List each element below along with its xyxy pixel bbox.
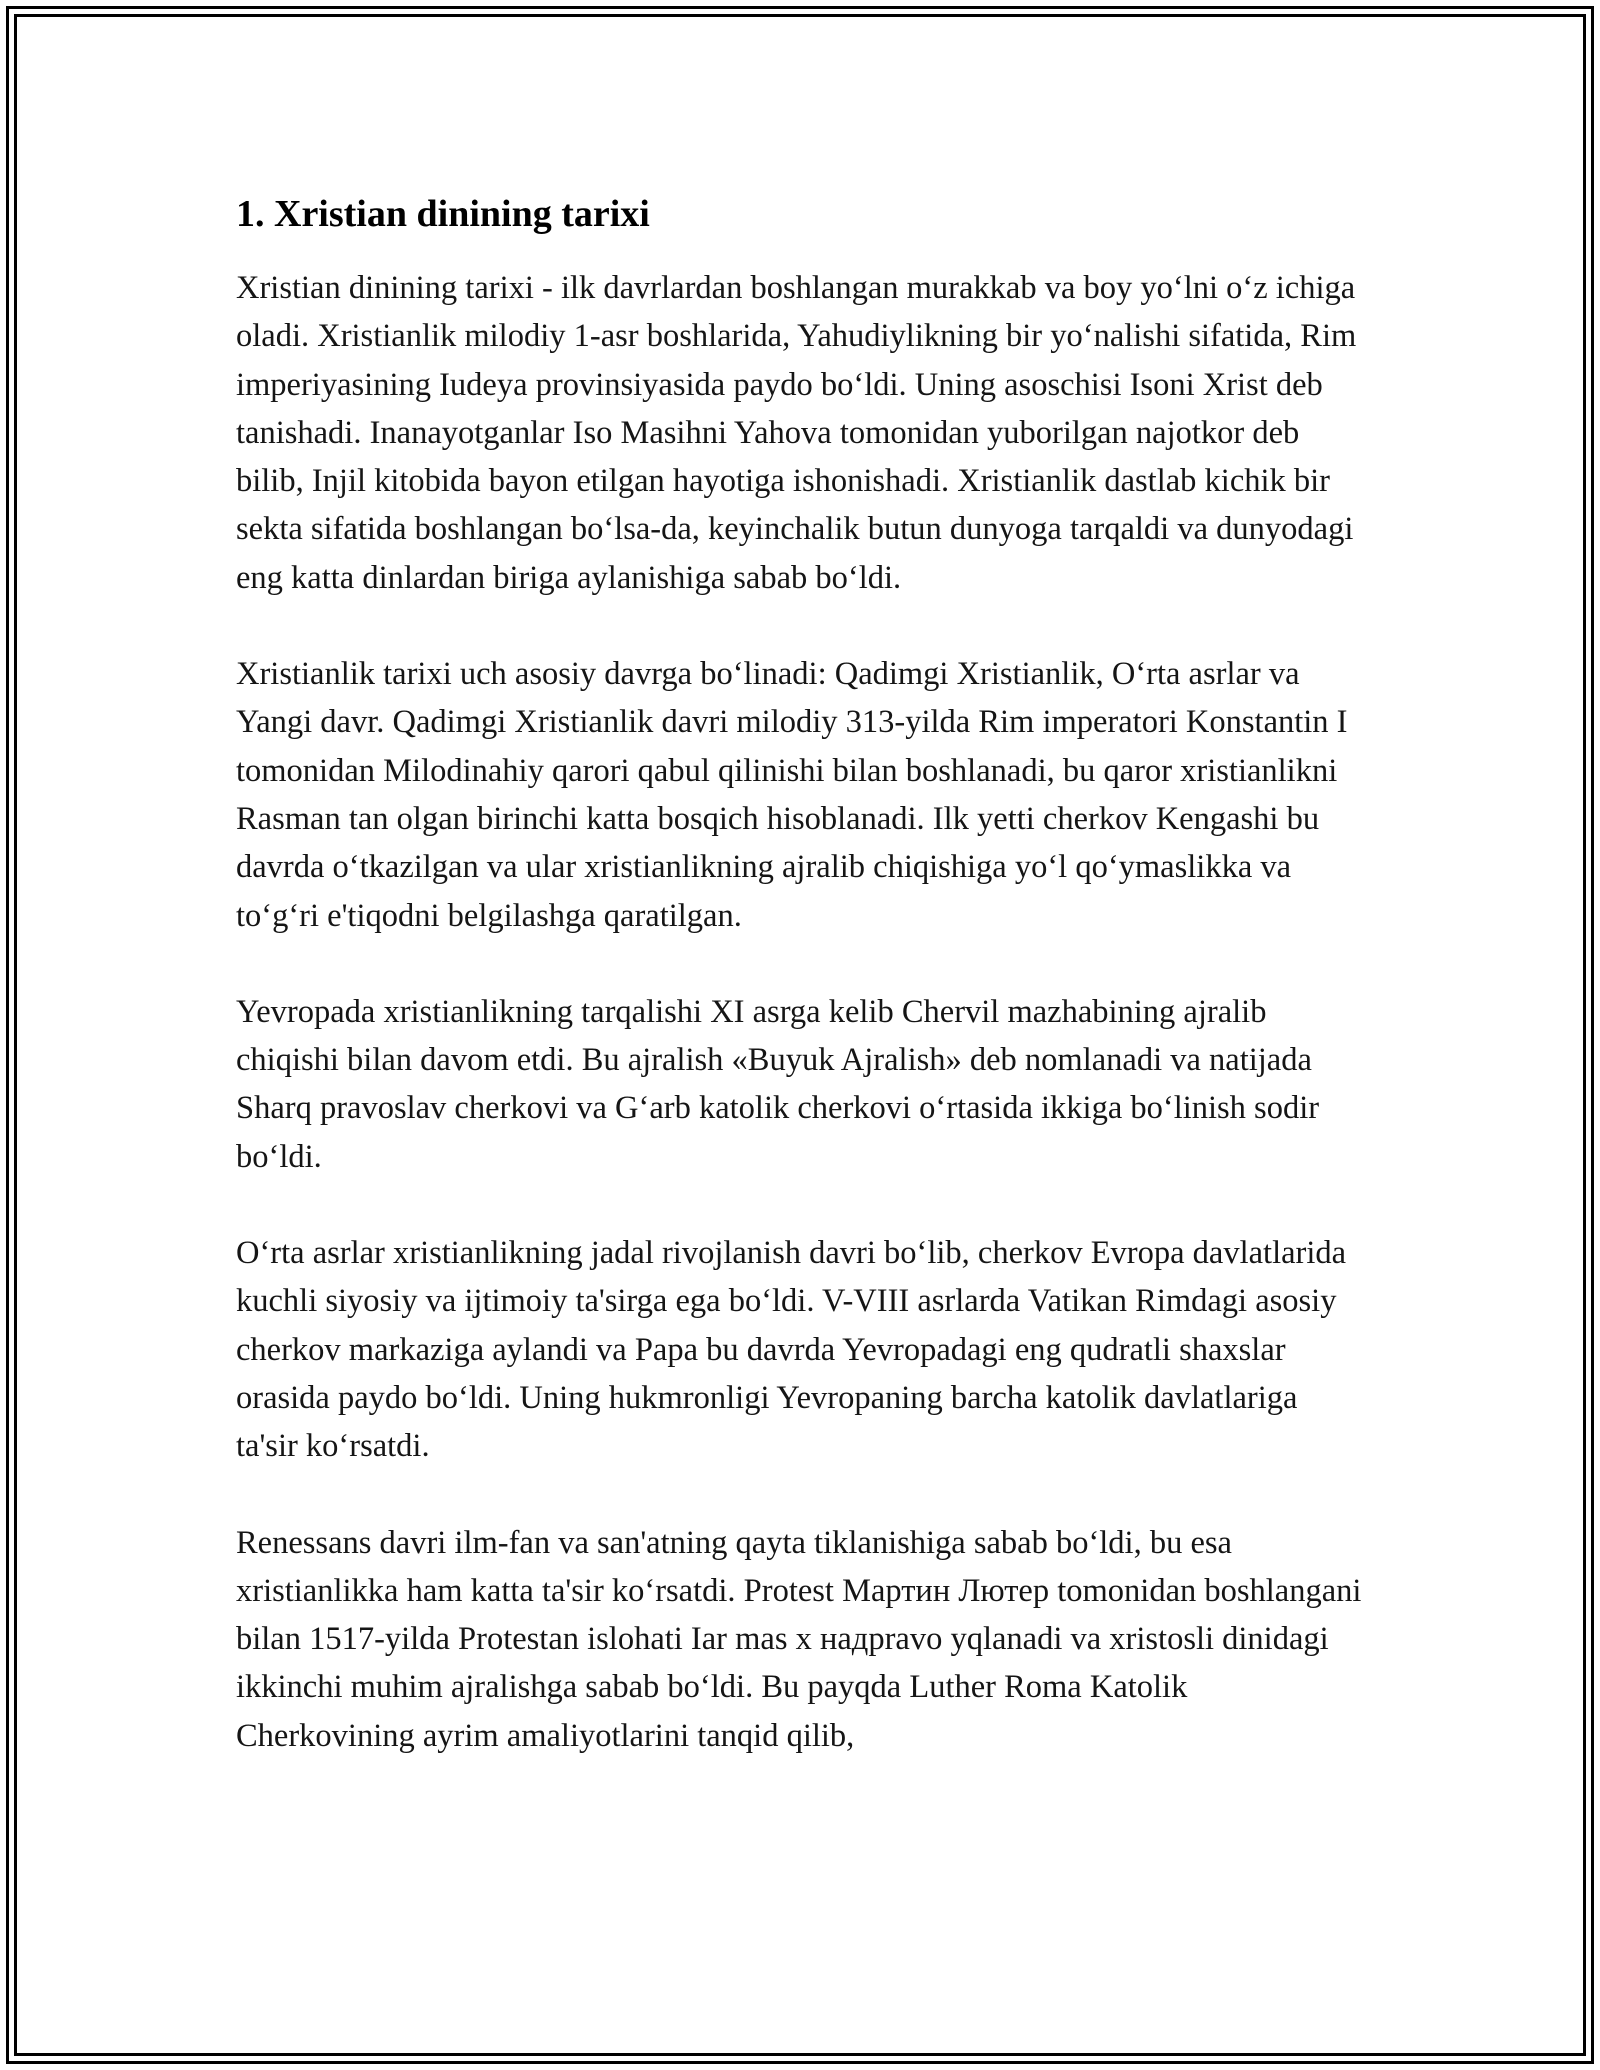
section-heading: 1. Xristian dinining tarixi <box>236 193 650 235</box>
document-body <box>236 186 1366 1808</box>
paragraph-renaissance: Renessans davri ilm-fan va san'atning qayta tiklanishiga sabab bo‘ldi, bu esa xristianlikka ham katta ta'sir ko‘rsatdi. Protest Мартин Лютер tomonidan boshlangani bilan 1517-yilda Protestan islohati Iar mas x надpravo yqlanadi va xristosli dinidagi ikkinchi muhim ajralishga sabab bo‘ldi. Bu payqda Luther Roma Katolik Cherkovining ayrim amaliyotlarini tanqid qilib, <box>236 1524 1362 1754</box>
paragraph-great-schism: Yevropada xristianlikning tarqalishi XI asrga kelib Chervil mazhabining ajralib chiqishi bilan davom etdi. Bu ajralish «Buyuk Ajralish» deb nomlanadi va natijada Sharq pravoslav cherkovi va G‘arb katolik cherkovi o‘rtasida ikkiga bo‘linish sodir bo‘ldi. <box>236 993 1320 1175</box>
paragraph-origins: Xristian dinining tarixi - ilk davrlardan boshlangan murakkab va boy yo‘lni o‘z ichiga oladi. Xristianlik milodiy 1-asr boshlarida, Yahudiylikning bir yo‘nalishi sifatida, Rim imperiyasining Iudeya provinsiyasida paydo bo‘ldi. Uning asoschisi Isoni Xrist deb tanishadi. Inanayotganlar Iso Masihni Yahova tomonidan yuborilgan najotkor deb bilib, Injil kitobida bayon etilgan hayotiga ishonishadi. Xristianlik dastlab kichik bir sekta sifatida boshlangan bo‘lsa-da, keyinchalik butun dunyoga tarqaldi va dunyodagi eng katta dinlardan biriga aylanishiga sabab bo‘ldi. <box>236 270 1357 596</box>
paragraph-middle-ages: O‘rta asrlar xristianlikning jadal rivojlanish davri bo‘lib, cherkov Evropa davlatlarida kuchli siyosiy va ijtimoiy ta'sirga ega bo‘ldi. V-VIII asrlarda Vatikan Rimdagi asosiy cherkov markaziga aylandi va Papa bu davrda Yevropadagi eng qudratli shaxslar orasida paydo bo‘ldi. Uning hukmronligi Yevropaning barcha katolik davlatlariga ta'sir ko‘rsatdi. <box>236 1235 1347 1465</box>
paragraph-periods: Xristianlik tarixi uch asosiy davrga bo‘linadi: Qadimgi Xristianlik, O‘rta asrlar va Yangi davr. Qadimgi Xristianlik davri milodiy 313-yilda Rim imperatori Konstantin I tomonidan Milodinahiy qarori qabul qilinishi bilan boshlanadi, bu qaror xristianlikni Rasman tan olgan birinchi katta bosqich hisoblanadi. Ilk yetti cherkov Kengashi bu davrda o‘tkazilgan va ular xristianlikning ajralib chiqishiga yo‘l qo‘ymaslikka va to‘g‘ri e'tiqodni belgilashga qaratilgan. <box>236 656 1348 934</box>
